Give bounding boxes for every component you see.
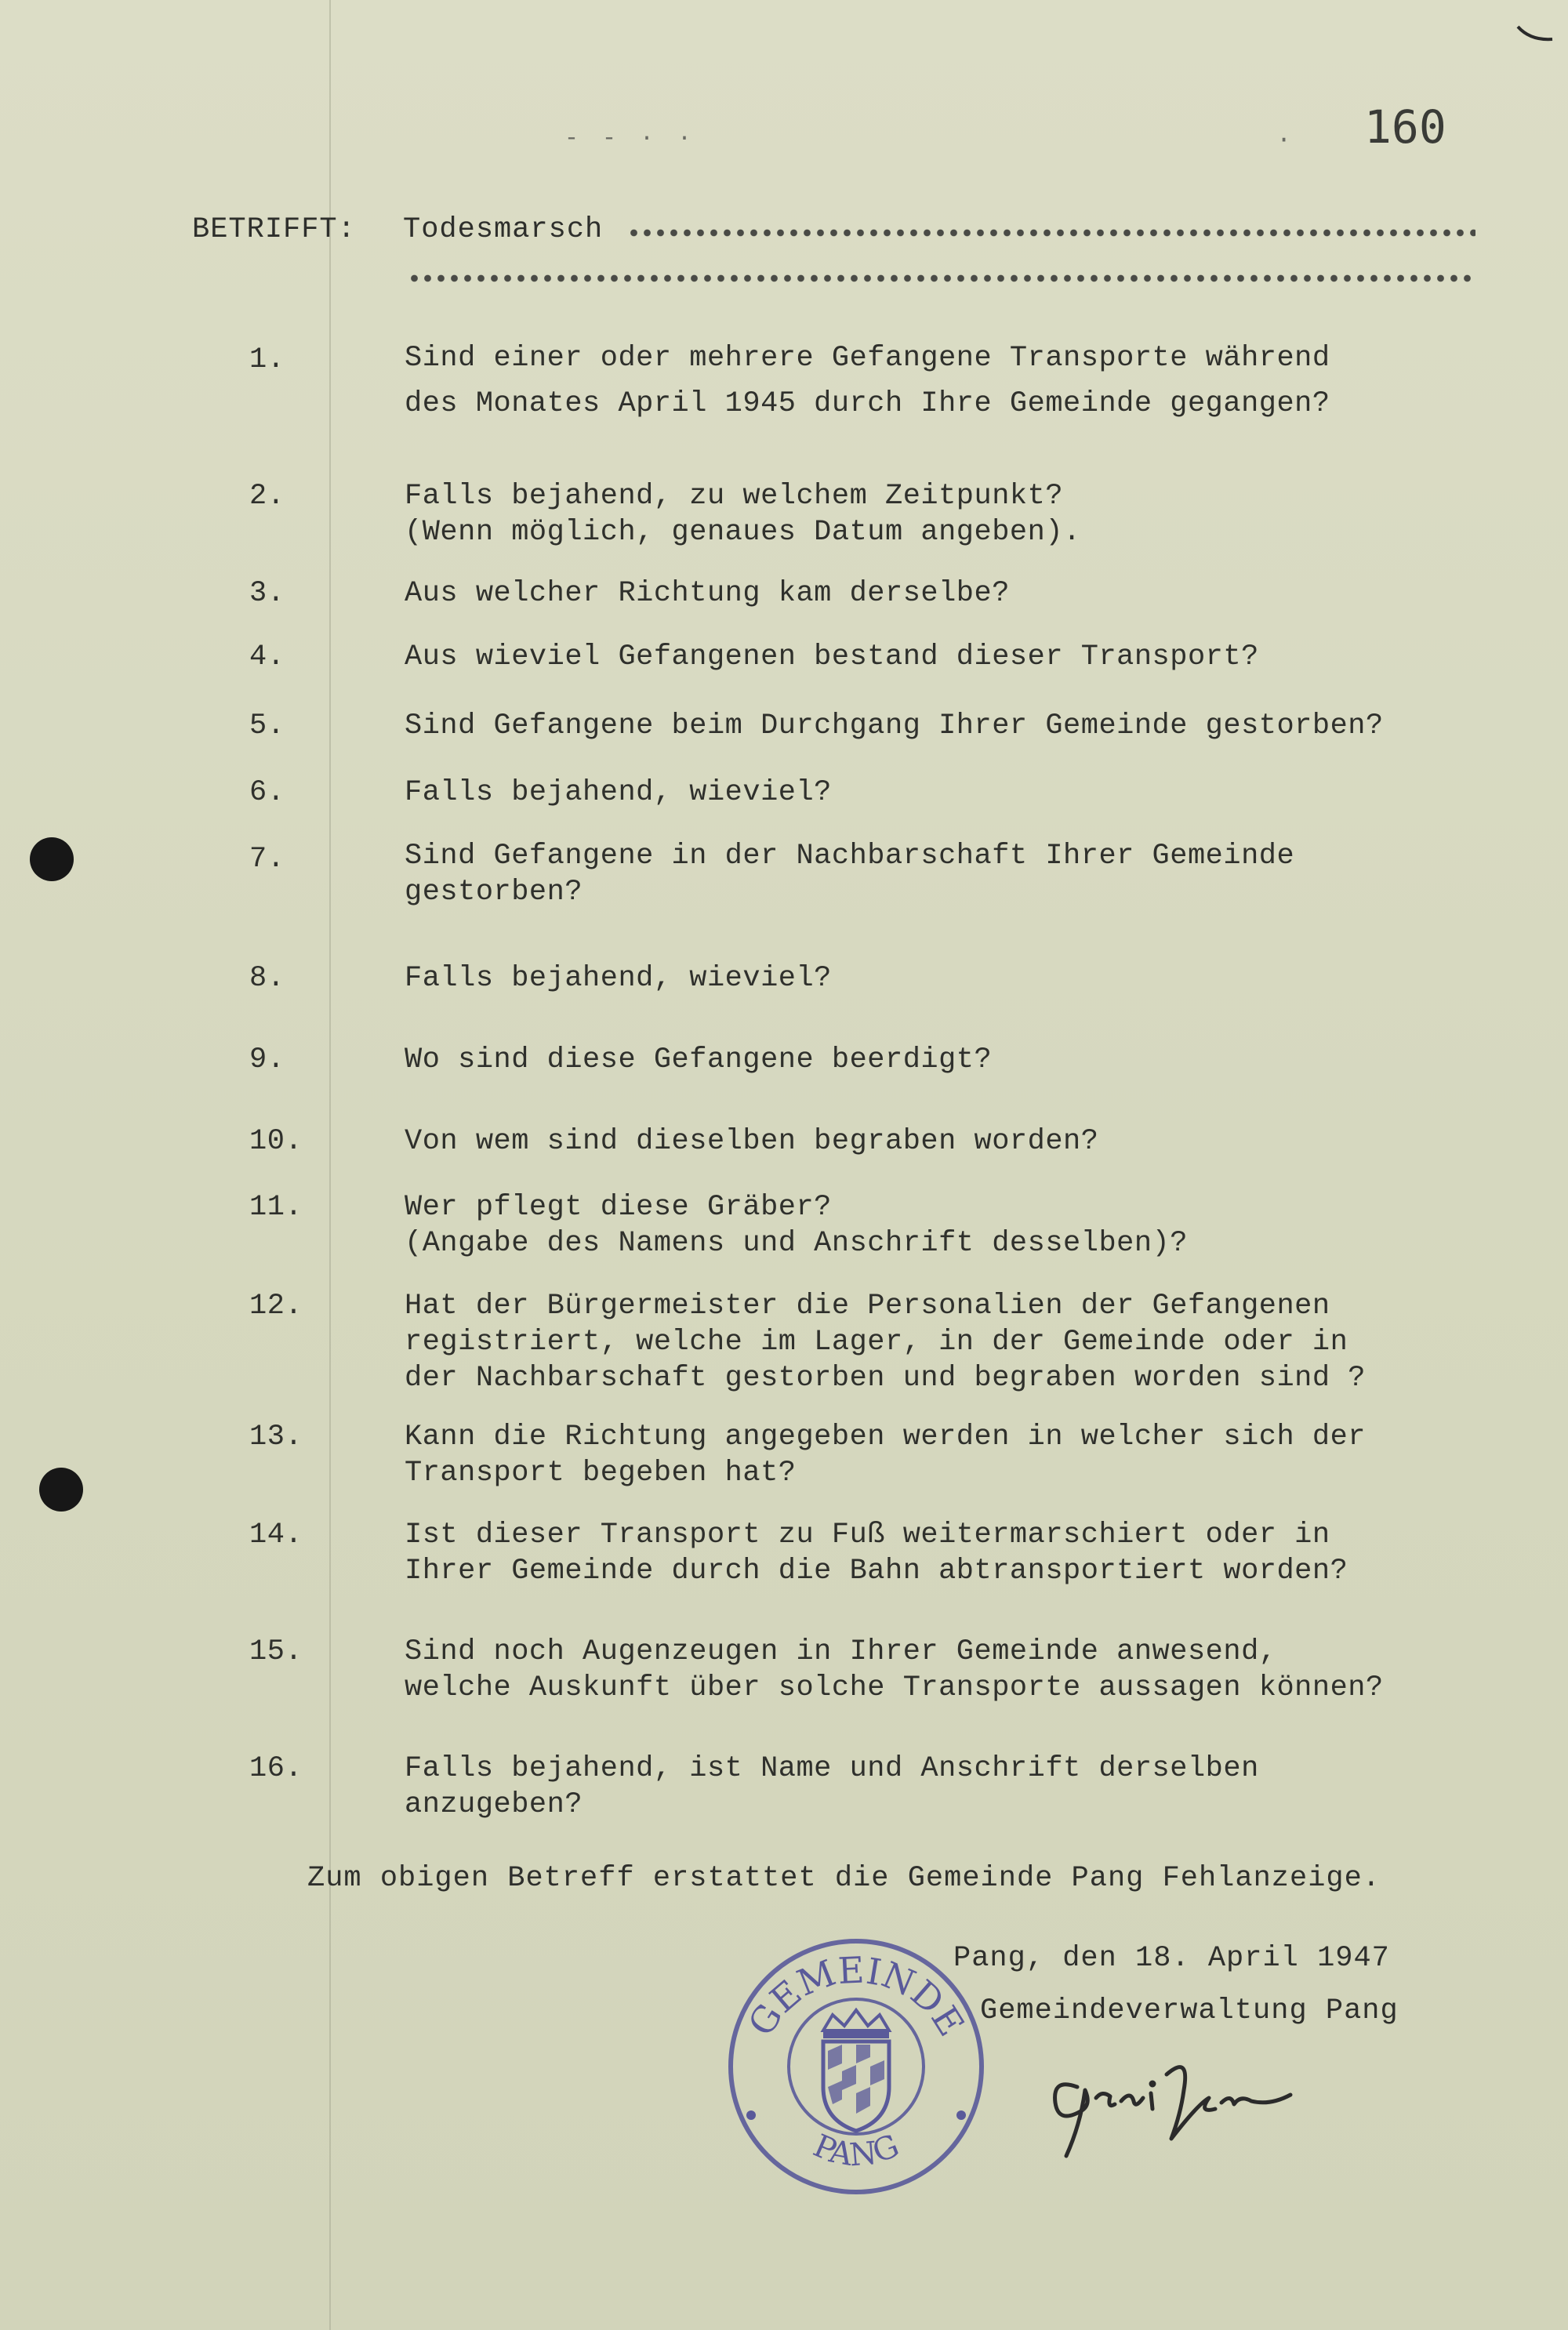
municipal-seal-stamp <box>723 1933 989 2200</box>
question-number: 15. <box>249 1635 303 1668</box>
punch-hole-lower <box>39 1468 83 1512</box>
question-number: 14. <box>249 1519 303 1552</box>
subject-dotted-line-2 <box>408 274 1475 282</box>
question-number: 3. <box>249 577 285 610</box>
question-number: 12. <box>249 1290 303 1323</box>
question-number: 4. <box>249 641 285 673</box>
question-text: Sind Gefangene beim Durchgang Ihrer Gemeinde gestorben? <box>405 710 1384 742</box>
question-text: Falls bejahend, ist Name und Anschrift derselben anzugeben? <box>405 1752 1259 1821</box>
closing-statement: Zum obigen Betreff erstattet die Gemeinde Pang Fehlanzeige. <box>307 1862 1381 1895</box>
question-number: 11. <box>249 1191 303 1224</box>
subject-label: BETRIFFT: <box>192 213 356 246</box>
question-number: 9. <box>249 1043 285 1076</box>
question-text: Kann die Richtung angegeben werden in welcher sich der Transport begeben hat? <box>405 1421 1366 1490</box>
corner-mark <box>1516 24 1554 47</box>
question-text: Sind Gefangene in der Nachbarschaft Ihrer Gemeinde gestorben? <box>405 840 1295 909</box>
question-number: 5. <box>249 710 285 742</box>
subject-dotted-line <box>627 229 1475 237</box>
question-number: 16. <box>249 1752 303 1785</box>
question-text: Aus wieviel Gefangenen bestand dieser Transport? <box>405 641 1259 673</box>
question-text: Sind einer oder mehrere Gefangene Transporte während des Monates April 1945 durch Ihre Gemeinde gegangen? <box>405 342 1330 420</box>
question-number: 10. <box>249 1125 303 1158</box>
issuing-authority: Gemeindeverwaltung Pang <box>980 1994 1399 2027</box>
stamp-text-bottom: PANG <box>808 2128 905 2174</box>
question-number: 7. <box>249 843 285 876</box>
subject-value: Todesmarsch <box>403 213 604 246</box>
header-specks: - - · · <box>564 125 697 152</box>
question-text: Hat der Bürgermeister die Personalien der Gefangenen registriert, welche im Lager, in der Gemeinde oder in der Nachbarschaft gestorben und begraben worden sind ? <box>405 1290 1366 1395</box>
question-text: Von wem sind dieselben begraben worden? <box>405 1125 1099 1158</box>
margin-rule <box>329 0 331 2330</box>
stamp-text-top: GEMEINDE <box>739 1948 973 2044</box>
handwritten-signature <box>1035 2046 1301 2164</box>
question-text: Wo sind diese Gefangene beerdigt? <box>405 1043 993 1076</box>
header-speck: · <box>1276 125 1292 154</box>
question-text: Sind noch Augenzeugen in Ihrer Gemeinde anwesend, welche Auskunft über solche Transporte aussagen können? <box>405 1635 1384 1704</box>
question-number: 2. <box>249 480 285 513</box>
question-text: Falls bejahend, wieviel? <box>405 776 832 809</box>
page-number: 160 <box>1364 100 1446 154</box>
question-text: Aus welcher Richtung kam derselbe? <box>405 577 1010 610</box>
question-number: 6. <box>249 776 285 809</box>
question-number: 8. <box>249 962 285 995</box>
question-number: 1. <box>249 343 285 376</box>
question-text: Wer pflegt diese Gräber? (Angabe des Namens und Anschrift desselben)? <box>405 1191 1188 1260</box>
question-text: Falls bejahend, zu welchem Zeitpunkt? (Wenn möglich, genaues Datum angeben). <box>405 480 1081 549</box>
punch-hole-upper <box>30 837 74 881</box>
place-date: Pang, den 18. April 1947 <box>953 1942 1390 1975</box>
question-text: Falls bejahend, wieviel? <box>405 962 832 995</box>
question-text: Ist dieser Transport zu Fuß weitermarschiert oder in Ihrer Gemeinde durch die Bahn abtransportiert worden? <box>405 1519 1348 1588</box>
question-number: 13. <box>249 1421 303 1454</box>
coat-of-arms <box>823 2010 889 2131</box>
